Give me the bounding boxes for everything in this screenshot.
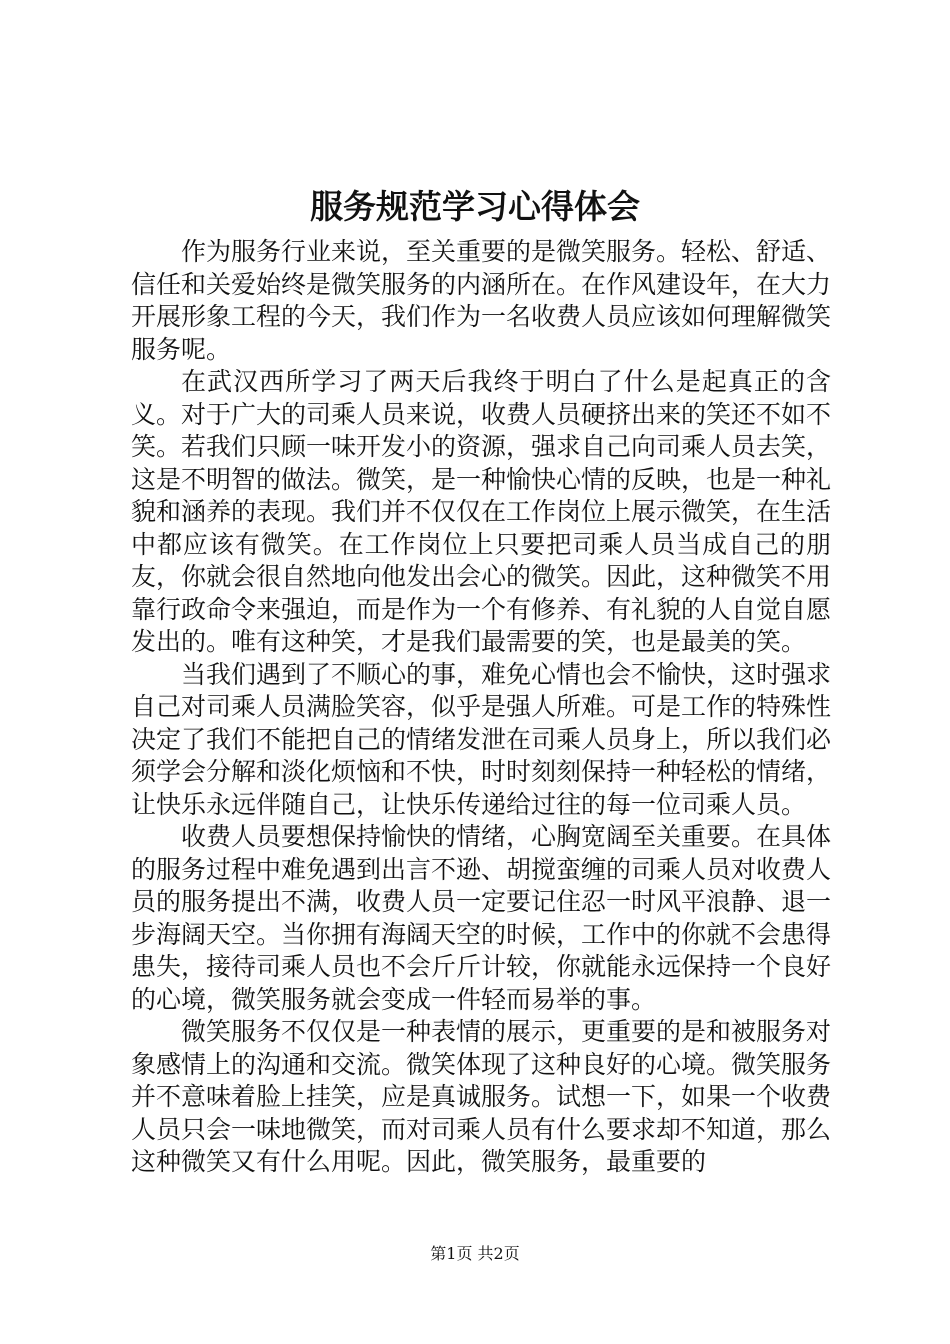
paragraph: 微笑服务不仅仅是一种表情的展示，更重要的是和被服务对象感情上的沟通和交流。微笑体现了这种良好的心境。微笑服务并不意味着脸上挂笑，应是真诚服务。试想一下，如果一个收费人员只会一味地微笑，而对司乘人员有什么要求却不知道，那么这种微笑又有什么用呢。因此，微笑服务，最重要的 xyxy=(131,1017,832,1176)
document-body xyxy=(131,236,831,1179)
paragraph: 当我们遇到了不顺心的事，难免心情也会不愉快，这时强求自己对司乘人员满脸笑容，似乎是强人所难。可是工作的特殊性决定了我们不能把自己的情绪发泄在司乘人员身上，所以我们必须学会分解和淡化烦恼和不快，时时刻刻保持一种轻松的情绪，让快乐永远伴随自己，让快乐传递给过往的每一位司乘人员。 xyxy=(131,659,832,819)
document-title: 服务规范学习心得体会 xyxy=(310,187,640,226)
paragraph: 收费人员要想保持愉快的情绪，心胸宽阔至关重要。在具体的服务过程中难免遇到出言不逊、胡搅蛮缠的司乘人员对收费人员的服务提出不满，收费人员一定要记住忍一时风平浪静、退一步海阔天空。当你拥有海阔天空的时候，工作中的你就不会患得患失，接待司乘人员也不会斤斤计较，你就能永远保持一个良好的心境，微笑服务就会变成一件轻而易举的事。 xyxy=(131,822,832,1014)
paragraph: 作为服务行业来说，至关重要的是微笑服务。轻松、舒适、信任和关爱始终是微笑服务的内涵所在。在作风建设年，在大力开展形象工程的今天，我们作为一名收费人员应该如何理解微笑服务呢。 xyxy=(131,237,832,364)
page-footer: 第1页 共2页 xyxy=(430,1244,520,1263)
paragraph: 在武汉西所学习了两天后我终于明白了什么是起真正的含义。对于广大的司乘人员来说，收费人员硬挤出来的笑还不如不笑。若我们只顾一味开发小的资源，强求自己向司乘人员去笑，这是不明智的做法。微笑，是一种愉快心情的反映，也是一种礼貌和涵养的表现。我们并不仅仅在工作岗位上展示微笑，在生活中都应该有微笑。在工作岗位上只要把司乘人员当成自己的朋友，你就会很自然地向他发出会心的微笑。因此，这种微笑不用靠行政命令来强迫，而是作为一个有修养、有礼貌的人自觉自愿发出的。唯有这种笑，才是我们最需要的笑，也是最美的笑。 xyxy=(131,367,832,656)
